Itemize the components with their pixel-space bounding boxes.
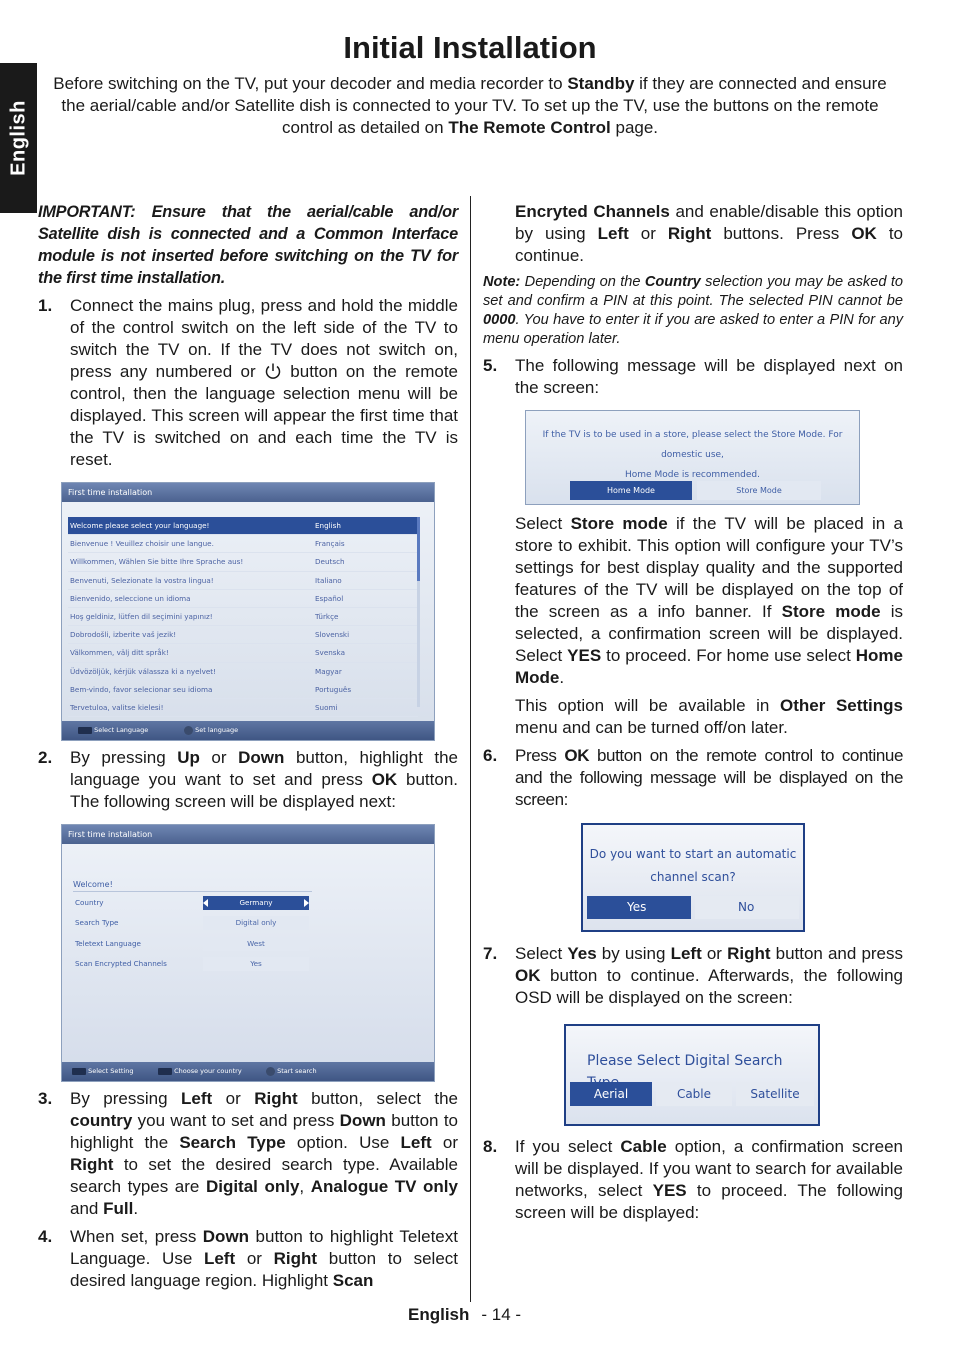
language-row[interactable] [68, 553, 418, 571]
language-name: Türkçe [315, 611, 339, 621]
important-notice: IMPORTANT: Ensure that the aerial/cable and/or Satellite dish is connected and a Common Interface module is not inserted before switching on the TV for the first time installation. [38, 203, 458, 287]
language-greeting: Dobrodošli, izberite vaš jezik! [70, 630, 177, 640]
language-row[interactable] [68, 535, 418, 553]
language-side-tab [0, 63, 37, 213]
intro-paragraph: Before switching on the TV, put your decoder and media recorder to Standby if they are connected and ensure the aerial/cable and/or Satellite dish is connected to your TV. To set up the TV, use the buttons on the remote control as detailed on The Remote Control page. [53, 74, 887, 137]
step-text: Press OK button on the remote control to continue and the following message will be displayed on the screen: [515, 746, 904, 809]
teletext-language-value[interactable]: West [203, 937, 309, 951]
language-row[interactable] [68, 590, 418, 608]
step-number: 5. [483, 356, 498, 375]
footer-language: English [408, 1305, 470, 1324]
aerial-button[interactable]: Aerial [570, 1082, 652, 1106]
scrollbar [417, 517, 420, 707]
language-greeting: Bem-vindo, favor selecionar seu idioma [70, 684, 213, 694]
step-8 [483, 1136, 903, 1224]
page-number: - 14 - [481, 1305, 522, 1324]
digital-search-type-dialog [564, 1024, 820, 1126]
step-text: By pressing Up or Down button, highlight the language you want to set and press OK button. The following screen will be displayed next: [70, 748, 458, 811]
language-list [68, 517, 418, 717]
power-icon [264, 362, 282, 380]
step-number: 4. [38, 1227, 53, 1246]
screen-header: First time installation [62, 483, 434, 502]
language-name: Italiano [315, 575, 342, 585]
up-down-key-icon [72, 1068, 86, 1075]
cable-button[interactable]: Cable [656, 1082, 732, 1106]
language-greeting: Tervetuloa, valitse kielesi! [70, 702, 164, 712]
ok-key-icon [266, 1067, 275, 1076]
page-title: Initial Installation [343, 30, 597, 65]
language-row[interactable] [68, 681, 418, 699]
language-row[interactable] [68, 572, 418, 590]
auto-scan-dialog [581, 823, 805, 932]
language-name: Français [315, 539, 345, 549]
step-text: The following message will be displayed next on the screen: [515, 356, 903, 397]
step-3 [38, 1088, 458, 1220]
step-text: When set, press Down button to highlight Teletext Language. Use Left or Right button to select desired language region. Highlight Scan [70, 1227, 458, 1290]
language-greeting: Benvenuti, Selezionate la vostra lingua! [70, 575, 214, 585]
language-name: English [315, 521, 341, 530]
yes-button[interactable]: Yes [587, 896, 691, 919]
language-name: Português [315, 684, 352, 694]
step-4 [38, 1226, 458, 1292]
welcome-title: Welcome! [73, 880, 113, 889]
step-text: By pressing Left or Right button, select the country you want to set and press Down button to highlight the Search Type option. Use Left or Right to set the desired search type. Available search types are Digital only, Analogue TV only and Full. [70, 1089, 459, 1218]
search-type-value[interactable]: Digital only [203, 916, 309, 930]
column-divider [470, 196, 471, 1302]
welcome-settings-screen [61, 824, 435, 1082]
language-row[interactable] [68, 626, 418, 644]
language-name: Magyar [315, 666, 342, 676]
language-name: Slovenski [315, 630, 350, 640]
auto-scan-message: Do you want to start an automatic channel scan? [589, 847, 797, 884]
step-number: 6. [483, 746, 498, 765]
store-mode-button[interactable]: Store Mode [697, 481, 821, 500]
setting-teletext-language[interactable]: Teletext Language West [75, 937, 311, 951]
store-mode-paragraph: Select Store mode if the TV will be placed in a store to exhibit. This option will configure your TV’s settings for best display quality and the supported features of the TV will be displayed on the top of the screen as a info banner. If Store mode is selected, a confirmation screen will be displayed. Select YES to proceed. For home use select Home Mode. [515, 514, 903, 687]
up-down-key-icon [78, 727, 92, 734]
language-selection-screen [61, 482, 435, 741]
language-greeting: Bienvenue ! Veuillez choisir une langue. [70, 539, 214, 549]
right-column [483, 201, 903, 1224]
language-name: Svenska [315, 648, 345, 658]
pin-note: Note: Depending on the Country selection you may be asked to set and confirm a PIN at this point. The selected PIN cannot be 0000. You have to enter it if you are asked to enter a PIN for any menu operation later. [483, 274, 903, 347]
step-6 [483, 745, 903, 811]
language-row[interactable] [68, 663, 418, 681]
other-settings-paragraph: This option will be available in Other Settings menu and can be turned off/on later. [515, 696, 904, 737]
language-row[interactable] [68, 699, 418, 717]
setting-scan-encrypted[interactable]: Scan Encrypted Channels Yes [75, 957, 311, 971]
language-greeting: Välkommen, välj ditt språk! [70, 648, 169, 658]
language-name: Español [315, 593, 344, 603]
ok-key-icon [184, 726, 193, 735]
step-number: 8. [483, 1137, 498, 1156]
language-greeting: Hoş geldiniz, lütfen dil seçimini yapınız! [70, 611, 213, 621]
step-number: 3. [38, 1089, 53, 1108]
screen-header: First time installation [62, 825, 434, 844]
step-number: 1. [38, 296, 53, 315]
language-greeting: Willkommen, Wählen Sie bitte Ihre Sprache aus! [70, 557, 244, 567]
home-mode-button[interactable]: Home Mode [570, 481, 692, 500]
country-value[interactable]: Germany [203, 896, 309, 910]
language-greeting: Bienvenido, seleccione un idioma [70, 593, 191, 603]
step-text: Connect the mains plug, press and hold the middle of the control switch on the left side of the TV to switch the TV on. If the TV does not switch on, press any numbered or button on the remote control, then the language selection menu will be displayed. This screen will appear the first time that the TV is switched on and each time the TV is reset. [70, 296, 458, 469]
step-5 [483, 355, 903, 399]
digital-search-title: Please Select Digital Search [587, 1053, 783, 1069]
language-row[interactable] [68, 608, 418, 626]
step-4-continued: Encryted Channels and enable/disable this option by using Left or Right buttons. Press OK to continue. [515, 202, 903, 265]
step-2 [38, 747, 458, 813]
step-text: If you select Cable option, a confirmation screen will be displayed. If you want to search for available networks, select YES to proceed. The following screen will be displayed: [515, 1137, 903, 1222]
language-name: Suomi [315, 702, 338, 712]
step-7 [483, 943, 903, 1009]
language-greeting: Üdvözöljük, kérjük válassza ki a nyelvet! [70, 666, 216, 676]
left-column [38, 201, 458, 1292]
step-text: Select Yes by using Left or Right button and press OK button to continue. Afterwards, the following OSD will be displayed on the screen: [515, 944, 904, 1007]
no-button[interactable]: No [695, 896, 799, 919]
left-right-key-icon [158, 1068, 172, 1075]
store-message: If the TV is to be used in a store, please select the Store Mode. For domestic use, Home Mode is recommended. [542, 430, 843, 480]
step-1 [38, 295, 458, 471]
scan-encrypted-value[interactable]: Yes [203, 957, 309, 971]
side-tab-label: English [7, 100, 29, 176]
language-row[interactable] [68, 517, 418, 535]
step-number: 7. [483, 944, 498, 963]
language-name: Deutsch [315, 557, 345, 567]
store-mode-screen [525, 410, 860, 505]
step-number: 2. [38, 748, 53, 767]
setting-search-type[interactable]: Search Type Digital only [75, 916, 311, 930]
language-greeting: Welcome please select your language! [70, 521, 210, 530]
page-footer [408, 1305, 521, 1325]
screen-footer: Select Setting Choose your country Start search [62, 1062, 434, 1081]
screen-footer: Select Language Set language [62, 721, 434, 740]
setting-country[interactable]: Country Germany [75, 896, 311, 910]
satellite-button[interactable]: Satellite [736, 1082, 814, 1106]
language-row[interactable] [68, 644, 418, 662]
